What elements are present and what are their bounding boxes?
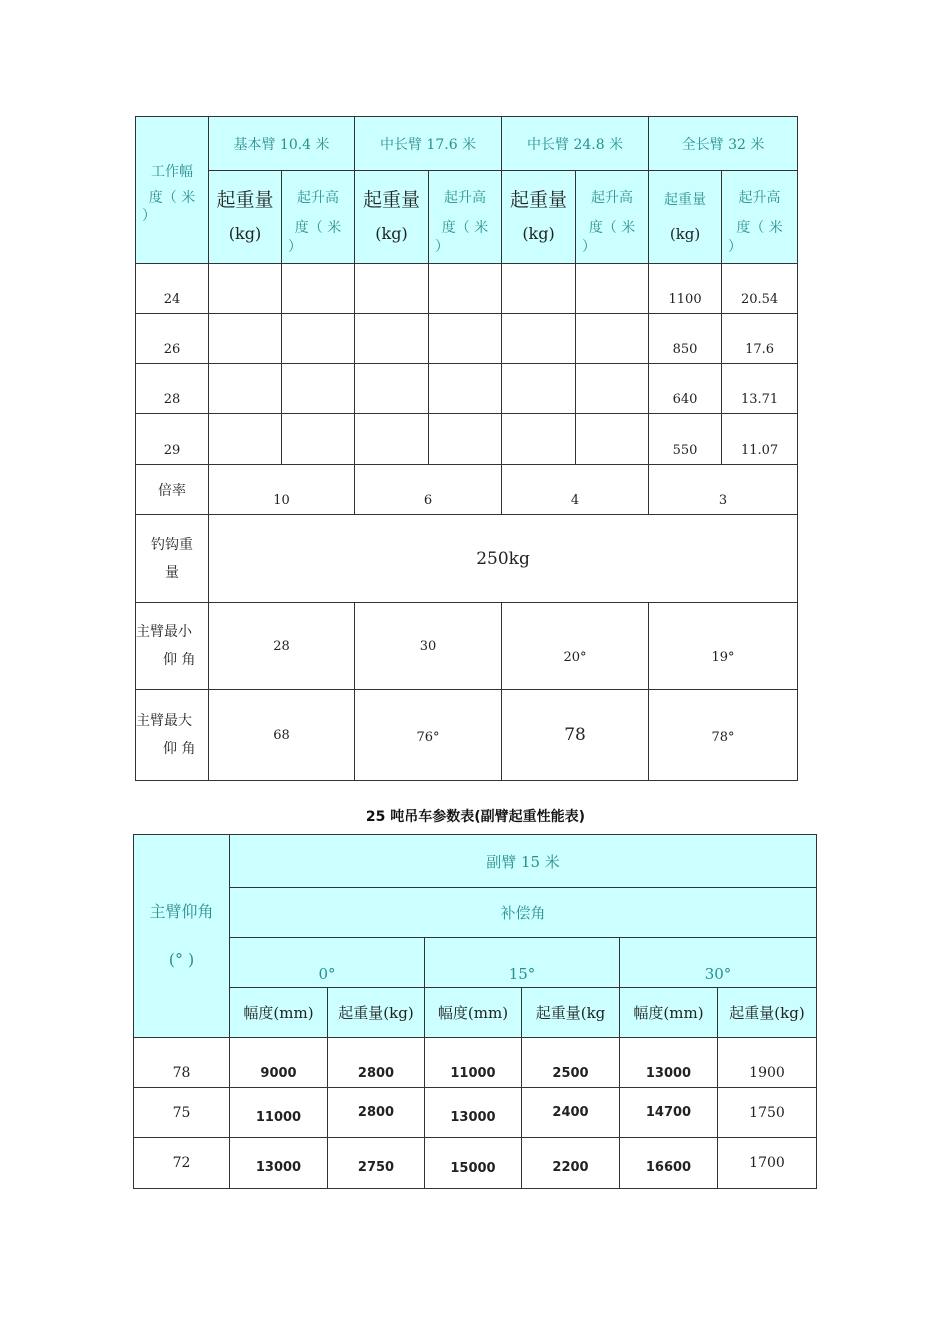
- height-header-1: [282, 171, 355, 264]
- max-angle-label: [136, 690, 209, 781]
- load-header-1-line-2: (kg): [228, 224, 262, 243]
- boom-angle-header: [134, 835, 230, 1038]
- load-col-header: 起重量(kg: [522, 988, 620, 1038]
- load-cell: 2200: [522, 1138, 620, 1189]
- radius-cell: 13000: [425, 1088, 522, 1138]
- height-header-2: [429, 171, 502, 264]
- hook-weight: 250kg: [209, 515, 798, 603]
- load-header-3: [502, 171, 576, 264]
- height-header-2-line-3: ）: [435, 239, 450, 255]
- boom-angle-cell: 78: [134, 1038, 230, 1088]
- radius-col-header: 幅度(mm): [230, 988, 328, 1038]
- table-row: [134, 1088, 817, 1138]
- table-row: [136, 264, 798, 314]
- load-col-header: 起重量(kg): [718, 988, 817, 1038]
- empty-cell: [502, 414, 576, 465]
- boom-angle-cell: 72: [134, 1138, 230, 1189]
- height-header-4-line-2: 度（ 米: [736, 220, 783, 236]
- empty-cell: [502, 314, 576, 364]
- empty-cell: [576, 414, 649, 465]
- empty-cell: [576, 264, 649, 314]
- height-header-1-line-2: 度（ 米: [294, 220, 342, 236]
- height-header-4-line-3: ）: [728, 239, 743, 255]
- load-header-2-line-2: (kg): [375, 224, 408, 243]
- jib-load-table: [133, 834, 817, 1189]
- empty-cell: [502, 264, 576, 314]
- empty-cell: [429, 414, 502, 465]
- load-header-2-line-1: 起重量: [363, 189, 421, 211]
- load-cell: 2800: [328, 1088, 425, 1138]
- height-header-4: [722, 171, 798, 264]
- boom-header-basic: 基本臂 10.4 米: [209, 117, 355, 171]
- height-cell: 17.6: [722, 314, 798, 364]
- ratio-cell: 3: [649, 465, 798, 515]
- radius-cell: 13000: [230, 1138, 328, 1189]
- radius-cell: 26: [136, 314, 209, 364]
- table-row: [136, 414, 798, 465]
- height-header-4-line-1: 起升高: [738, 190, 781, 206]
- offset-30-header: 30°: [620, 938, 817, 988]
- load-cell: 1100: [649, 264, 722, 314]
- min-angle-label-line-2: 仰 角: [163, 652, 196, 668]
- load-header-2: [355, 171, 429, 264]
- height-header-3: [576, 171, 649, 264]
- empty-cell: [209, 414, 282, 465]
- boom-header-mid-2: 中长臂 24.8 米: [502, 117, 649, 171]
- hook-row: [136, 515, 798, 603]
- min-angle-cell: 19°: [649, 603, 798, 690]
- load-header-3-line-2: (kg): [522, 224, 555, 243]
- radius-cell: 14700: [620, 1088, 718, 1138]
- radius-cell: 15000: [425, 1138, 522, 1189]
- load-cell: 1900: [718, 1038, 817, 1088]
- max-angle-label-line-2: 仰 角: [163, 741, 196, 757]
- load-col-header: 起重量(kg): [328, 988, 425, 1038]
- table-row: [136, 364, 798, 414]
- min-angle-cell: 28: [209, 603, 355, 690]
- radius-cell: 11000: [425, 1038, 522, 1088]
- radius-cell: 28: [136, 364, 209, 414]
- height-header-3-line-1: 起升高: [591, 190, 634, 206]
- height-header-1-line-3: ）: [288, 239, 302, 255]
- hook-label-line-1: 钓钩重: [151, 536, 193, 553]
- load-header-1-line-1: 起重量: [216, 189, 274, 211]
- load-header-3-line-1: 起重量: [510, 189, 568, 211]
- height-cell: 13.71: [722, 364, 798, 414]
- empty-cell: [282, 314, 355, 364]
- offset-0-header: 0°: [230, 938, 425, 988]
- height-header-2-line-2: 度（ 米: [441, 220, 489, 236]
- load-cell: 640: [649, 364, 722, 414]
- load-cell: 2500: [522, 1038, 620, 1088]
- height-header-2-line-1: 起升高: [444, 190, 487, 206]
- empty-cell: [429, 314, 502, 364]
- load-cell: 2800: [328, 1038, 425, 1088]
- empty-cell: [429, 364, 502, 414]
- height-cell: 20.54: [722, 264, 798, 314]
- empty-cell: [209, 364, 282, 414]
- max-angle-cell: 78°: [649, 690, 798, 781]
- empty-cell: [282, 264, 355, 314]
- min-angle-cell: 30: [355, 603, 502, 690]
- radius-header: [136, 117, 209, 264]
- boom-header-full: 全长臂 32 米: [649, 117, 798, 171]
- empty-cell: [355, 264, 429, 314]
- empty-cell: [576, 364, 649, 414]
- load-header-4: [649, 171, 722, 264]
- radius-cell: 9000: [230, 1038, 328, 1088]
- load-cell: 1700: [718, 1138, 817, 1189]
- boom-angle-header-line-1: 主臂仰角: [149, 902, 214, 921]
- load-cell: 2750: [328, 1138, 425, 1189]
- height-header-3-line-3: ）: [582, 239, 597, 255]
- empty-cell: [576, 314, 649, 364]
- table-row: [134, 1038, 817, 1088]
- max-angle-cell: 76°: [355, 690, 502, 781]
- ratio-label: 倍率: [136, 465, 209, 515]
- offset-angle-header: 补偿角: [230, 888, 817, 938]
- load-cell: 550: [649, 414, 722, 465]
- load-cell: 2400: [522, 1088, 620, 1138]
- min-angle-row: [136, 603, 798, 690]
- empty-cell: [209, 264, 282, 314]
- table-row: [136, 314, 798, 364]
- boom-angle-header-line-2: (° ): [168, 950, 195, 969]
- radius-col-header: 幅度(mm): [620, 988, 718, 1038]
- empty-cell: [355, 364, 429, 414]
- radius-header-line-3: ）: [142, 208, 156, 224]
- load-cell: 850: [649, 314, 722, 364]
- empty-cell: [355, 314, 429, 364]
- ratio-cell: 10: [209, 465, 355, 515]
- ratio-cell: 4: [502, 465, 649, 515]
- radius-cell: 24: [136, 264, 209, 314]
- empty-cell: [429, 264, 502, 314]
- load-cell: 1750: [718, 1088, 817, 1138]
- hook-label-line-2: 量: [165, 564, 179, 581]
- boom-angle-cell: 75: [134, 1088, 230, 1138]
- height-header-1-line-1: 起升高: [297, 190, 339, 206]
- ratio-cell: 6: [355, 465, 502, 515]
- height-header-3-line-2: 度（ 米: [588, 220, 636, 236]
- table-row: [134, 1138, 817, 1189]
- load-header-4-line-1: 起重量: [664, 192, 707, 208]
- radius-header-line-1: 工作幅: [151, 164, 193, 180]
- max-angle-row: [136, 690, 798, 781]
- min-angle-label-line-1: 主臂最小: [136, 624, 192, 640]
- radius-cell: 16600: [620, 1138, 718, 1189]
- empty-cell: [209, 314, 282, 364]
- jib-length-header: 副臂 15 米: [230, 835, 817, 888]
- min-angle-label: [136, 603, 209, 690]
- empty-cell: [282, 364, 355, 414]
- radius-cell: 13000: [620, 1038, 718, 1088]
- radius-cell: 29: [136, 414, 209, 465]
- hook-label: [136, 515, 209, 603]
- boom-load-table: [135, 116, 798, 781]
- jib-table-title: 25 吨吊车参数表(副臂起重性能表): [365, 809, 586, 825]
- load-header-4-line-2: (kg): [669, 225, 701, 243]
- radius-cell: 11000: [230, 1088, 328, 1138]
- max-angle-label-line-1: 主臂最大: [136, 713, 192, 729]
- radius-header-line-2: 度（ 米: [148, 190, 196, 206]
- empty-cell: [355, 414, 429, 465]
- empty-cell: [282, 414, 355, 465]
- radius-col-header: 幅度(mm): [425, 988, 522, 1038]
- boom-header-mid-1: 中长臂 17.6 米: [355, 117, 502, 171]
- min-angle-cell: 20°: [502, 603, 649, 690]
- max-angle-cell: 68: [209, 690, 355, 781]
- max-angle-cell: 78: [502, 690, 649, 781]
- load-header-1: [209, 171, 282, 264]
- empty-cell: [502, 364, 576, 414]
- ratio-row: [136, 465, 798, 515]
- offset-15-header: 15°: [425, 938, 620, 988]
- height-cell: 11.07: [722, 414, 798, 465]
